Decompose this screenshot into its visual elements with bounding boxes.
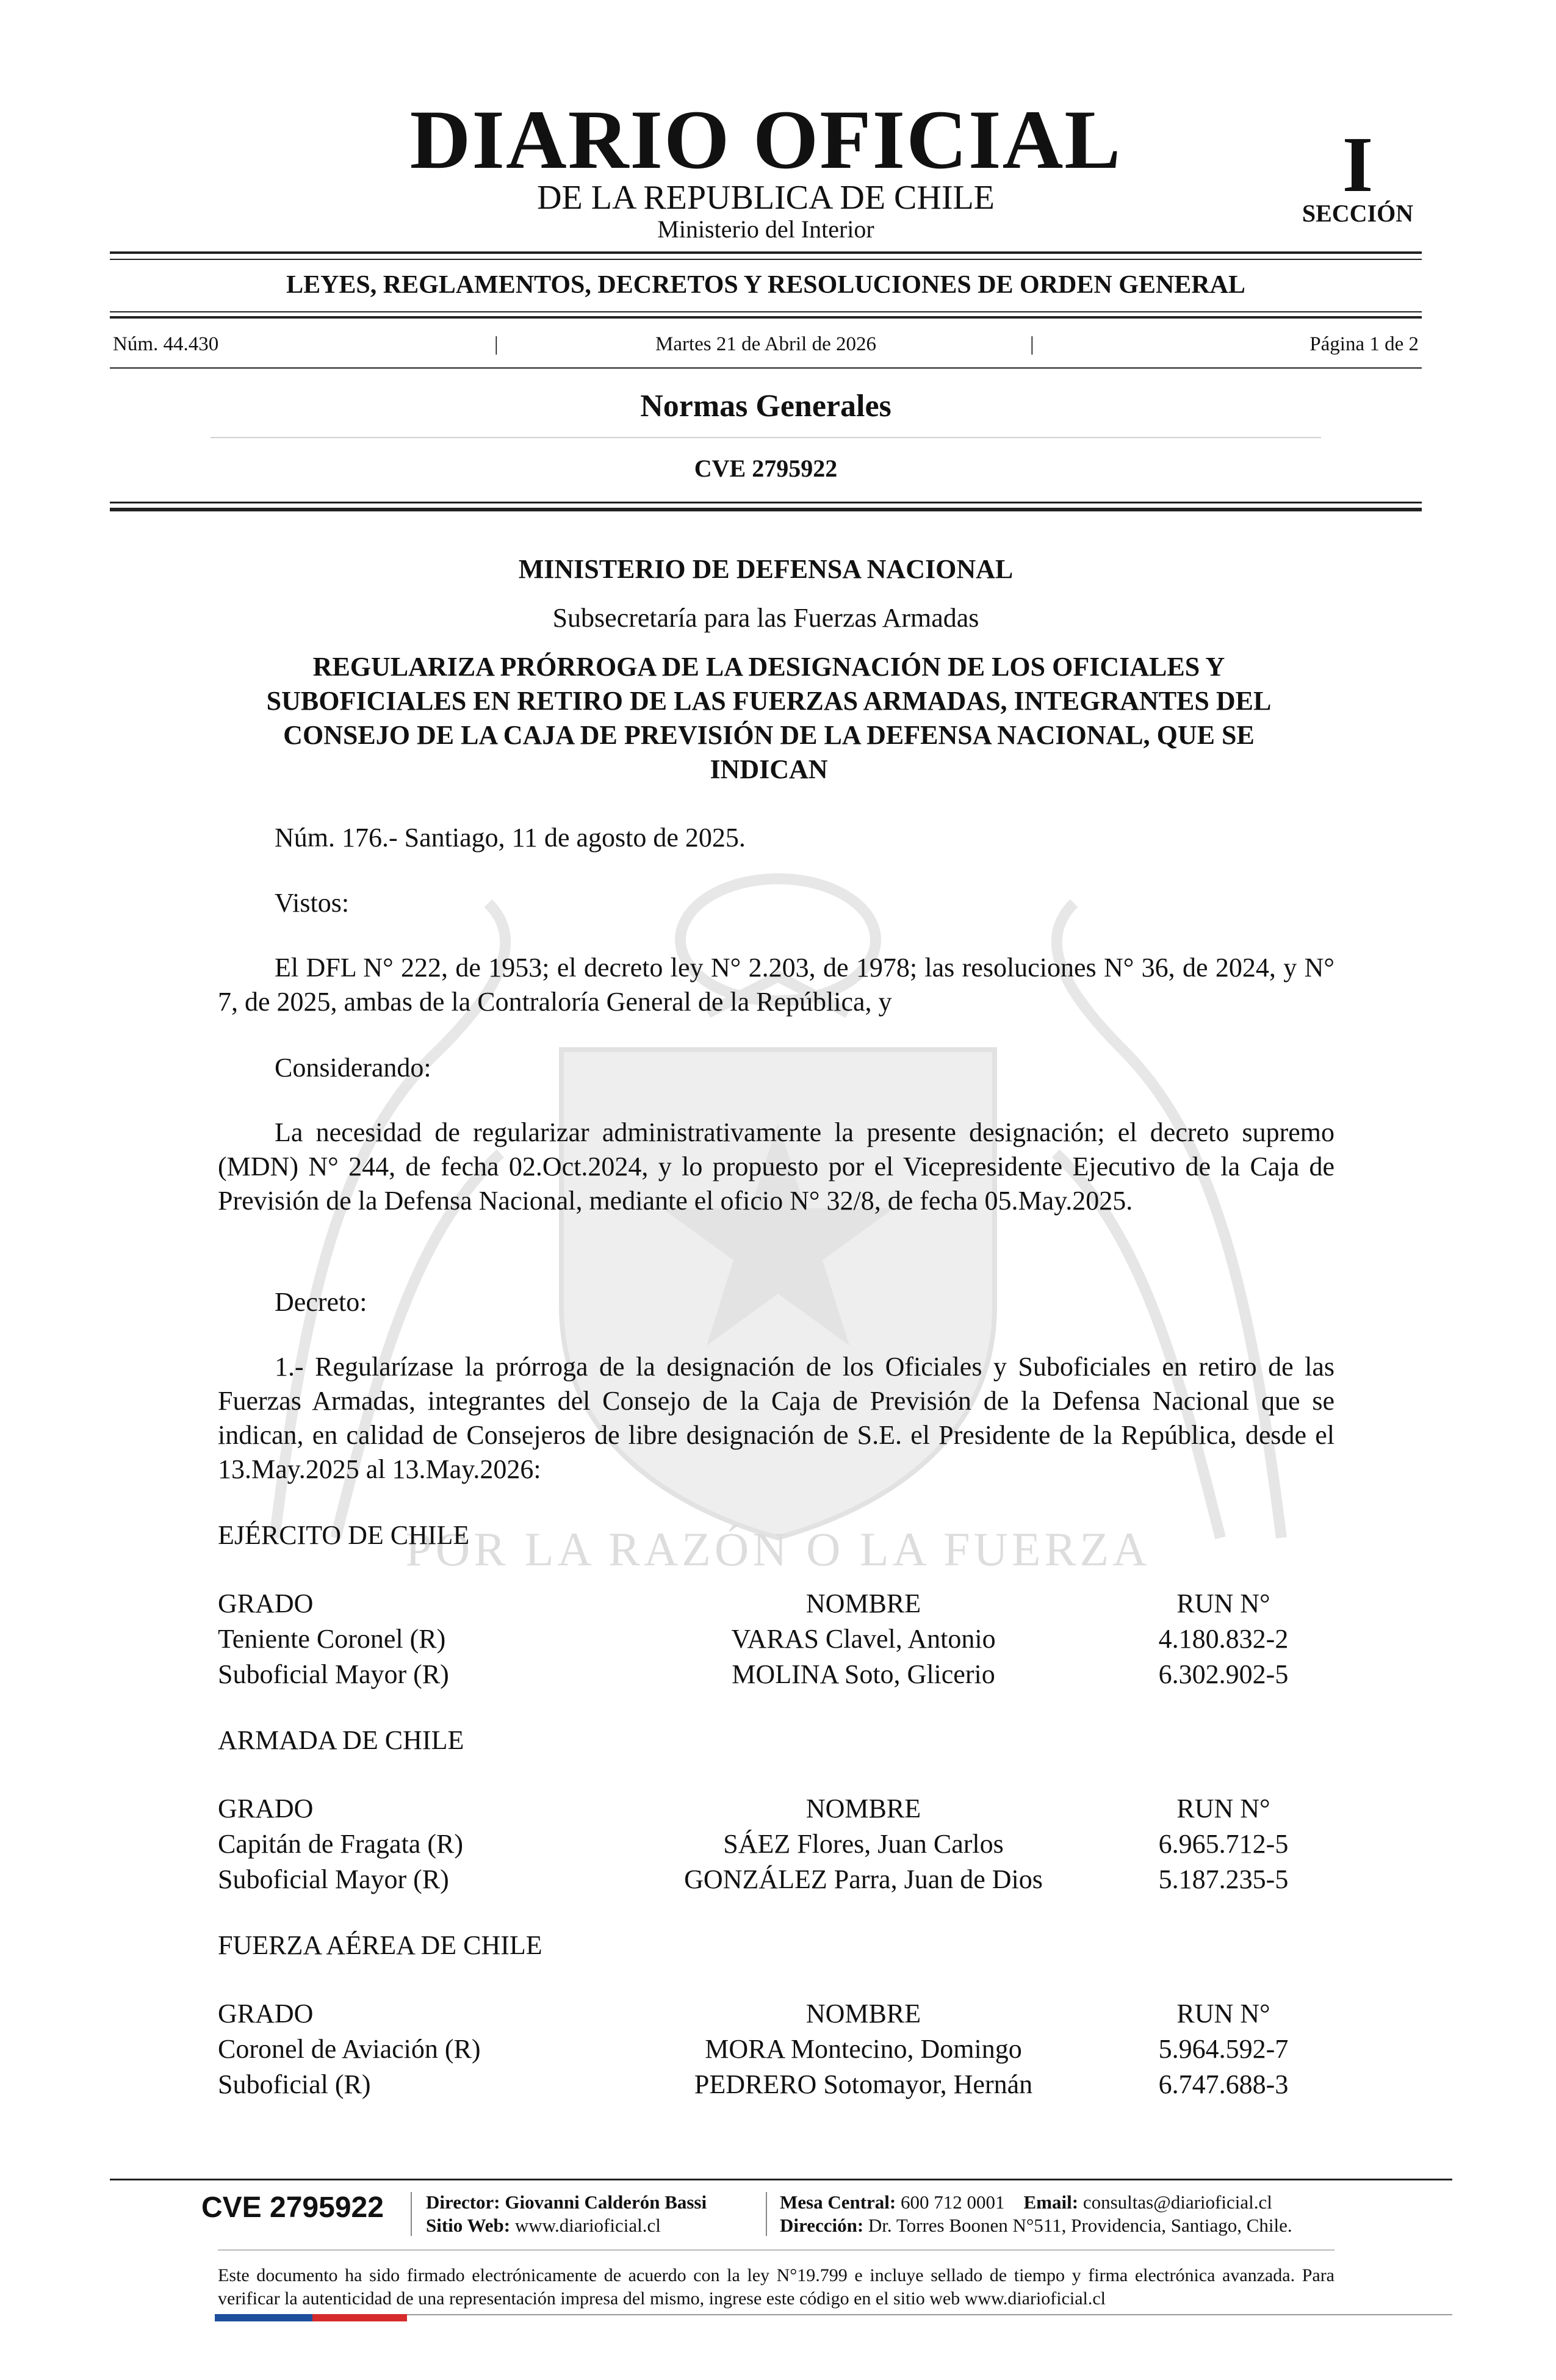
ministry-line: Ministerio del Interior	[657, 215, 874, 243]
header-run: RUN N°	[1176, 1794, 1270, 1823]
cell-run: 6.747.688-3	[1158, 2069, 1289, 2099]
header-run: RUN N°	[1176, 1999, 1270, 2028]
signature-note: Este documento ha sido firmado electrónicamente de acuerdo con la ley N°19.799 e incluye sellado de tiempo y firma electrónica avanzada. Para verificar la autenticidad de una representación impresa del mismo, ingrese este código en el sitio web www.diarioficial.cl	[218, 2265, 1334, 2309]
cell-run: 4.180.832-2	[1158, 1624, 1289, 1654]
cell-nombre: MORA Montecino, Domingo	[705, 2034, 1022, 2064]
cell-run: 5.964.592-7	[1158, 2034, 1289, 2064]
header-grado: GRADO	[218, 1588, 314, 1618]
divider	[110, 311, 1422, 312]
footer-divider	[218, 2249, 1334, 2251]
footer-divider	[407, 2314, 1452, 2315]
considerando-text: La necesidad de regularizar administrativamente la presente designación; el decreto supremo (MDN) N° 244, de fecha 02.Oct.2024, y lo propuesto por el Vicepresidente Ejecutivo de la Caja de Previsión de la Defensa Nacional, mediante el oficio N° 32/8, de fecha 05.May.2025.	[218, 1117, 1334, 1216]
cell-nombre: MOLINA Soto, Glicerio	[732, 1659, 995, 1689]
phone-label: Mesa Central:	[780, 2191, 896, 2213]
branch-name: ARMADA DE CHILE	[218, 1725, 464, 1755]
footer-director-block	[426, 2191, 755, 2237]
divider	[110, 502, 1422, 503]
cell-nombre: VARAS Clavel, Antonio	[731, 1624, 996, 1654]
cell-run: 6.965.712-5	[1158, 1829, 1289, 1859]
divider	[211, 437, 1321, 438]
footer-divider	[110, 2179, 1452, 2180]
laws-banner: LEYES, REGLAMENTOS, DECRETOS Y RESOLUCIONES DE ORDEN GENERAL	[286, 271, 1245, 299]
document-ministry: MINISTERIO DE DEFENSA NACIONAL	[518, 554, 1014, 584]
divider	[110, 508, 1422, 511]
cell-grado: Suboficial Mayor (R)	[218, 1864, 449, 1894]
article-1: 1.- Regularízase la prórroga de la designación de los Oficiales y Suboficiales en retiro de las Fuerzas Armadas, integrantes del Consejo de la Caja de Previsión de la Defensa Nacional que se indican, en calidad de Consejeros de libre designación de S.E. el Presidente de la República, desde el 13.May.2025 al 13.May.2026:	[218, 1352, 1334, 1484]
watermark-motto: POR LA RAZÓN O LA FUERZA	[405, 1523, 1151, 1576]
cell-run: 5.187.235-5	[1158, 1864, 1289, 1894]
phone-number: 600 712 0001	[901, 2191, 1005, 2213]
considerando-label: Considerando:	[275, 1053, 431, 1083]
divider	[110, 316, 1422, 319]
decreto-label: Decreto:	[275, 1287, 367, 1317]
branch-name: EJÉRCITO DE CHILE	[218, 1520, 470, 1550]
divider	[110, 367, 1422, 369]
document-title: REGULARIZA PRÓRROGA DE LA DESIGNACIÓN DE LOS OFICIALES Y SUBOFICIALES EN RETIRO DE LAS FUERZAS ARMADAS, INTEGRANTES DEL CONSEJO DE LA CAJA DE PREVISIÓN DE LA DEFENSA NACIONAL, QUE SE INDICAN	[266, 652, 1272, 784]
address-label: Dirección:	[780, 2215, 864, 2236]
vistos-text: El DFL N° 222, de 1953; el decreto ley N° 2.203, de 1978; las resoluciones N° 36, de 2024, y N° 7, de 2025, ambas de la Contraloría General de la República, y	[218, 953, 1334, 1017]
cve-code: CVE 2795922	[694, 455, 838, 482]
flag-stripe-blue	[215, 2314, 312, 2321]
cell-nombre: SÁEZ Flores, Juan Carlos	[723, 1829, 1004, 1859]
cell-grado: Suboficial Mayor (R)	[218, 1659, 449, 1689]
email-link[interactable]: consultas@diarioficial.cl	[1082, 2191, 1272, 2213]
section-numeral: I	[1342, 121, 1374, 209]
vistos-label: Vistos:	[275, 888, 350, 918]
header-grado: GRADO	[218, 1999, 314, 2028]
issue-separator: |	[494, 333, 499, 355]
cell-nombre: GONZÁLEZ Parra, Juan de Dios	[684, 1864, 1043, 1894]
address-text: Dr. Torres Boonen N°511, Providencia, Santiago, Chile.	[868, 2215, 1292, 2236]
footer-cve-code: CVE 2795922	[201, 2191, 384, 2224]
issue-number: Núm. 44.430	[113, 333, 219, 355]
cell-grado: Coronel de Aviación (R)	[218, 2034, 481, 2064]
flag-stripe-red	[312, 2314, 407, 2321]
cell-grado: Capitán de Fragata (R)	[218, 1829, 463, 1859]
section-title: Normas Generales	[640, 389, 891, 424]
footer-vertical-divider	[411, 2192, 412, 2236]
newspaper-title: DIARIO OFICIAL	[409, 93, 1122, 186]
cell-run: 6.302.902-5	[1158, 1659, 1289, 1689]
divider	[110, 259, 1422, 260]
cell-nombre: PEDRERO Sotomayor, Hernán	[694, 2069, 1033, 2099]
decree-number-line: Núm. 176.- Santiago, 11 de agosto de 2025.	[275, 823, 746, 853]
header-grado: GRADO	[218, 1794, 314, 1823]
web-label: Sitio Web:	[426, 2215, 511, 2236]
footer-vertical-divider	[766, 2192, 767, 2236]
email-label: Email:	[1023, 2191, 1079, 2213]
document-subsecretariat: Subsecretaría para las Fuerzas Armadas	[552, 603, 979, 633]
branch-name: FUERZA AÉREA DE CHILE	[218, 1930, 542, 1960]
issue-separator: |	[1030, 333, 1034, 355]
director-label: Director:	[426, 2191, 500, 2213]
cell-grado: Teniente Coronel (R)	[218, 1624, 446, 1654]
header-nombre: NOMBRE	[805, 1999, 921, 2028]
newspaper-subtitle: DE LA REPUBLICA DE CHILE	[537, 179, 995, 217]
issue-page: Página 1 de 2	[1309, 333, 1419, 355]
footer-contact-block	[780, 2191, 1353, 2237]
issue-date: Martes 21 de Abril de 2026	[655, 333, 877, 355]
header-run: RUN N°	[1176, 1588, 1270, 1618]
cell-grado: Suboficial (R)	[218, 2069, 371, 2099]
web-link[interactable]: www.diarioficial.cl	[514, 2215, 661, 2236]
header-nombre: NOMBRE	[805, 1794, 921, 1823]
divider	[110, 251, 1422, 254]
director-name: Giovanni Calderón Bassi	[505, 2191, 707, 2213]
header-nombre: NOMBRE	[805, 1588, 921, 1618]
section-label: SECCIÓN	[1302, 200, 1414, 227]
